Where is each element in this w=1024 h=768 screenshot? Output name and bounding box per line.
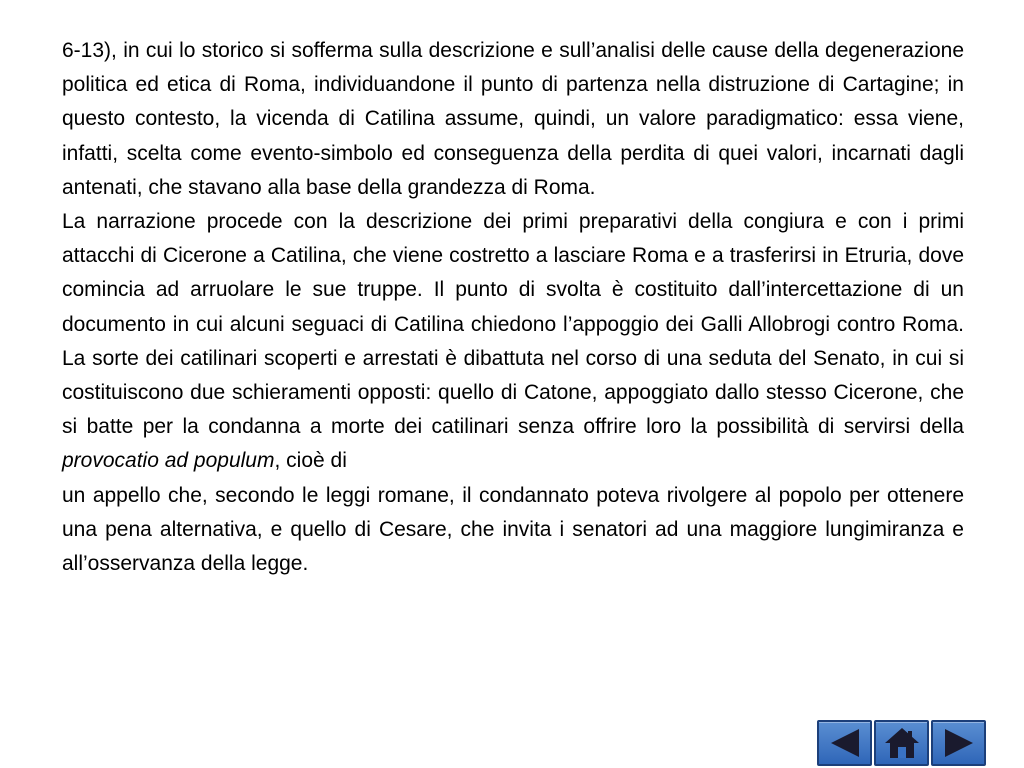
- left-arrow-icon: [827, 727, 863, 759]
- latin-term: provocatio ad populum: [62, 449, 275, 473]
- home-icon: [883, 726, 921, 760]
- paragraph-1: 6-13), in cui lo storico si sofferma sulla descrizione e sull’analisi delle cause della degenerazione politica ed etica di Roma, individuandone il punto di partenza nella distruzione di Cartagine; in questo contesto, la vicenda di Catilina assume, quindi, un valore paradigmatico: essa viene, infatti, scelta come evento-simbolo ed conseguenza della perdita di quei valori, incarnati dagli antenati, che stavano alla base della grandezza di Roma.: [62, 39, 964, 199]
- paragraph-3: un appello che, secondo le leggi romane, il condannato poteva rivolgere al popolo per ottenere una pena alternativa, e quello di Cesare, che invita i senatori ad una maggiore lungimiranza e all’osservanza della legge.: [62, 483, 964, 576]
- navigation-bar: [817, 720, 986, 766]
- paragraph-2-text: La narrazione procede con la descrizione dei primi preparativi della congiura e con i primi attacchi di Cicerone a Catilina, che viene costretto a lasciare Roma e a trasferirsi in Etruria, dove comincia ad arruolare le sue truppe. Il punto di svolta è costituito dall’intercettazione di un documento in cui alcuni seguaci di Catilina chiedono l’appoggio dei Galli Allobrogi contro Roma. La sorte dei catilinari scoperti e arrestati è dibattuta nel corso di una seduta del Senato, in cui si costituiscono due schieramenti opposti: quello di Catone, appoggiato dallo stesso Cicerone, che si batte per la condanna a morte dei catilinari senza offrire loro la possibilità di servirsi della: [62, 210, 964, 439]
- previous-button[interactable]: [817, 720, 872, 766]
- home-button[interactable]: [874, 720, 929, 766]
- right-arrow-icon: [941, 727, 977, 759]
- body-text: [62, 34, 964, 581]
- paragraph-2-tail: , cioè di: [274, 449, 347, 473]
- paragraph-2: [62, 205, 964, 479]
- next-button[interactable]: [931, 720, 986, 766]
